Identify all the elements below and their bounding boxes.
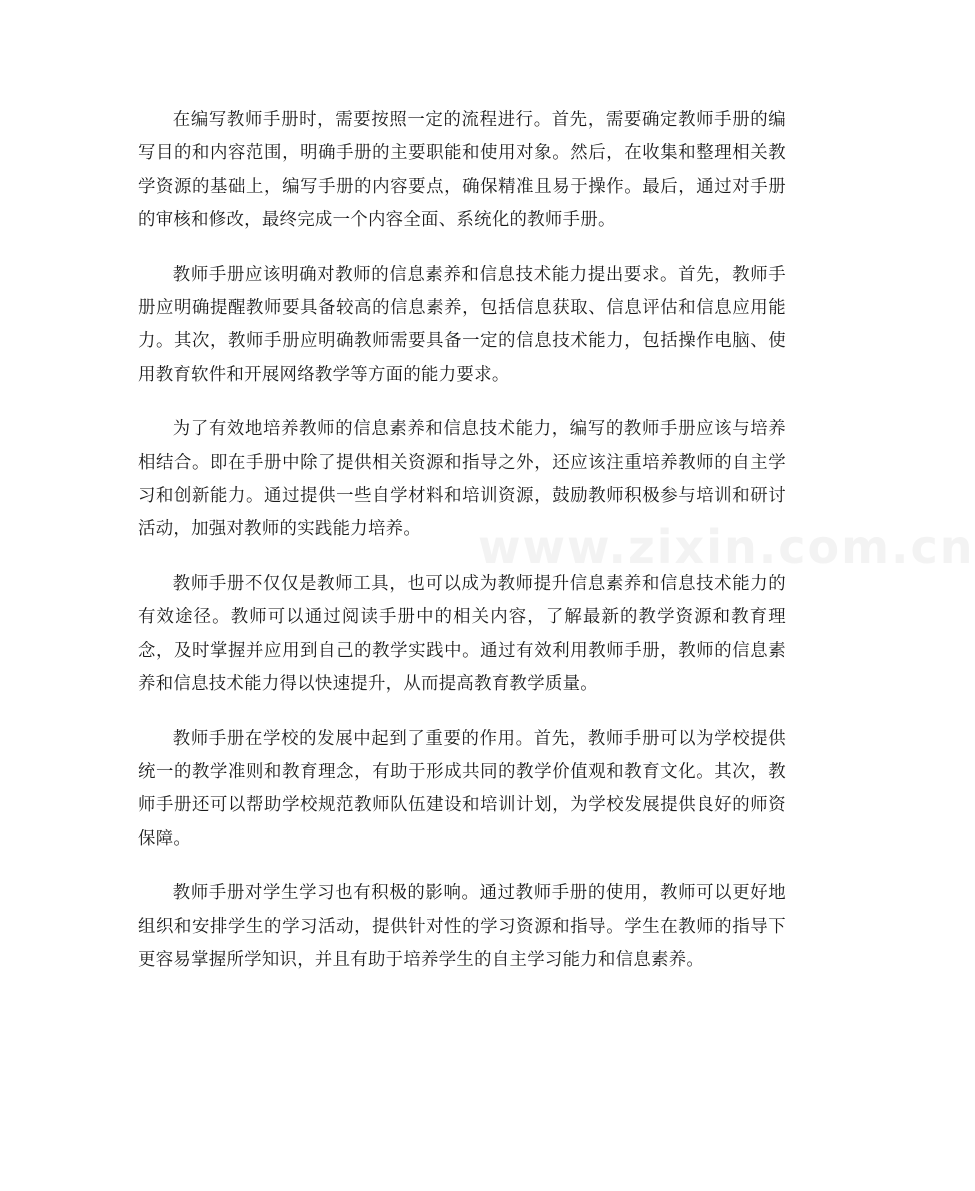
paragraph-6: 教师手册对学生学习也有积极的影响。通过教师手册的使用，教师可以更好地组织和安排学生的学习活动，提供针对性的学习资源和指导。学生在教师的指导下更容易掌握所学知识，并且有助于培养学生的自主学习能力和信息素养。 [138, 883, 786, 970]
paragraph-1: 在编写教师手册时，需要按照一定的流程进行。首先，需要确定教师手册的编写目的和内容范围，明确手册的主要职能和使用对象。然后，在收集和整理相关教学资源的基础上，编写手册的内容要点，确保精准且易于操作。最后，通过对手册的审核和修改，最终完成一个内容全面、系统化的教师手册。 [138, 110, 786, 231]
watermark: www.zixin.com.cn [478, 520, 975, 574]
paragraph-4: 教师手册不仅仅是教师工具，也可以成为教师提升信息素养和信息技术能力的有效途径。教师可以通过阅读手册中的相关内容，了解最新的教学资源和教育理念，及时掌握并应用到自己的教学实践中。通过有效利用教师手册，教师的信息素养和信息技术能力得以快速提升，从而提高教育教学质量。 [138, 573, 786, 695]
paragraph-3: 为了有效地培养教师的信息素养和信息技术能力，编写的教师手册应该与培养相结合。即在手册中除了提供相关资源和指导之外，还应该注重培养教师的自主学习和创新能力。通过提供一些自学材料和培训资源，鼓励教师积极参与培训和研讨活动，加强对教师的实践能力培养。 [138, 419, 786, 540]
paragraph-5: 教师手册在学校的发展中起到了重要的作用。首先，教师手册可以为学校提供统一的教学准则和教育理念，有助于形成共同的教学价值观和教育文化。其次，教师手册还可以帮助学校规范教师队伍建设和培训计划，为学校发展提供良好的师资保障。 [138, 728, 786, 849]
paragraph-2: 教师手册应该明确对教师的信息素养和信息技术能力提出要求。首先，教师手册应明确提醒教师要具备较高的信息素养，包括信息获取、信息评估和信息应用能力。其次，教师手册应明确教师需要具备一定的信息技术能力，包括操作电脑、使用教育软件和开展网络教学等方面的能力要求。 [138, 264, 786, 385]
